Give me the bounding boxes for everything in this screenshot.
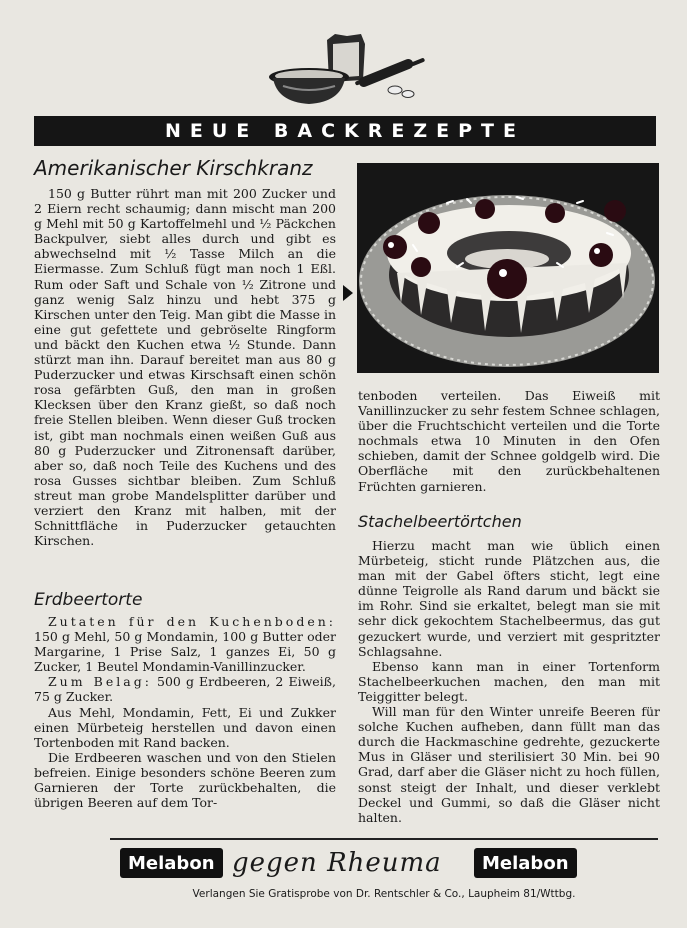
recipe-title-kirschkranz: Amerikanischer Kirschkranz [34,156,313,180]
paragraph: 150 g Butter rührt man mit 200 Zucker und 2 Eiern recht schaumig; dann mischt man 200 g Mehl mit 50 g Kartoffelmehl und ½ Päckchen Backpulver, siebt alles durch und gibt es abwechselnd mit ½ Tasse Milch an die Eiermasse. Zum Schluß fügt man noch 1 Eßl. Rum oder Saft und Schale von ½ Zitrone und ganz wenig Salz hinzu und hebt 375 g Kirschen unter den Teig. Man gibt die Masse in eine gut gefettete und gebröselte Ringform und bäckt den Kuchen etwa ½ Stunde. Dann stürzt man ihn. Darauf bereitet man aus 80 g Puderzucker und etwas Kirschsaft einen schön rosa gefärbten Guß, den man in großen Klecksen über den Kranz gießt, so daß noch freie Stellen bleiben. Wenn dieser Guß trocken ist, gibt man nochmals einen weißen Guß aus 80 g Puderzucker und Zitronensaft darüber, aber so, daß noch Teile des Kuchens und des rosa Gusses sichtbar bleiben. Zum Schluß streut man grobe Mandelsplitter darüber und verziert den Kranz mit halben, mit der Schnittfläche in Puderzucker getauchten Kirschen. [34,186,336,549]
brand-logo-right: Melabon [474,848,577,878]
topping-list: 500 g Erdbeeren, 2 Eiweiß, 75 g Zucker. [34,674,336,705]
paragraph: Aus Mehl, Mondamin, Fett, Ei und Zukker einen Mürbeteig herstellen und davon einen Tortenboden mit Rand backen. [34,704,336,750]
brand-logo-left: Melabon [120,848,223,878]
paragraph: Hierzu macht man wie üblich einen Mürbeteig, sticht runde Plätzchen aus, die man mit der Gabel öfters sticht, legt eine dünne Teigrolle als Rand darum und bäckt sie im Rohr. Sind sie erkaltet, belegt man sie mit sehr dick gekochtem Stachelbeermus, das gut gezuckert wurde, und verziert mit gespritzter Schlagsahne. [358,538,660,659]
paragraph: tenboden verteilen. Das Eiweiß mit Vanillinzucker zu sehr festem Schnee schlagen, über die Fruchtschicht verteilen und die Torte nochmals etwa 10 Minuten in den Ofen schieben, damit der Schnee goldgelb wird. Die Oberfläche mit den zurückbehaltenen Früchten garnieren. [358,388,660,494]
paragraph: Ebenso kann man in einer Tortenform Stachelbeerkuchen machen, den man mit Teiggitter belegt. [358,658,660,704]
paragraph: Die Erdbeeren waschen und von den Stielen befreien. Einige besonders schöne Beeren zum Garnieren der Torte zurückbehalten, die übrigen Beeren auf dem Tor- [34,749,336,811]
ad-sample-offer: Verlangen Sie Gratisprobe von Dr. Rentschler & Co., Laupheim 81/Wttbg. [192,888,576,900]
ingredients-label: Zutaten für den Kuchenboden: [48,614,336,629]
recipe-text-kirschkranz [34,186,336,582]
divider [110,838,658,840]
recipe-text-erdbeertorte [34,614,336,836]
page-title: NEUE BACKREZEPTE [165,120,525,142]
ingredients-list: 150 g Mehl, 50 g Mondamin, 100 g Butter oder Margarine, 1 Prise Salz, 1 ganzes Ei, 50 g Zucker, 1 Beutel Mondamin-Vanillinzucker. [34,629,336,675]
paragraph: Will man für den Winter unreife Beeren für solche Kuchen aufheben, dann füllt man das durch die Hackmaschine gedrehte, gezuckerte Mus in Gläser und sterilisiert 30 Min. bei 90 Grad, darf aber die Gläser nicht zu hoch füllen, sonst steigt der Inhalt, und dieser verklebt Deckel und Gummi, so daß die Gläser nicht halten. [358,704,660,825]
recipe-text-stachelbeertoertchen [358,538,660,834]
recipe-title-erdbeertorte: Erdbeertorte [34,590,143,610]
topping-label: Zum Belag: [48,674,152,690]
baking-utensils-illustration [265,30,430,110]
title-banner [34,116,656,146]
paragraph [34,614,336,674]
cake-photo [357,163,659,373]
ad-slogan: gegen Rheuma [232,848,442,878]
paragraph [34,674,336,704]
melabon-advertisement [110,846,658,900]
recipe-text-erdbeertorte-continued [358,388,660,498]
recipe-title-stachelbeertoertchen: Stachelbeertörtchen [358,512,522,531]
arrow-right-icon [343,285,353,301]
